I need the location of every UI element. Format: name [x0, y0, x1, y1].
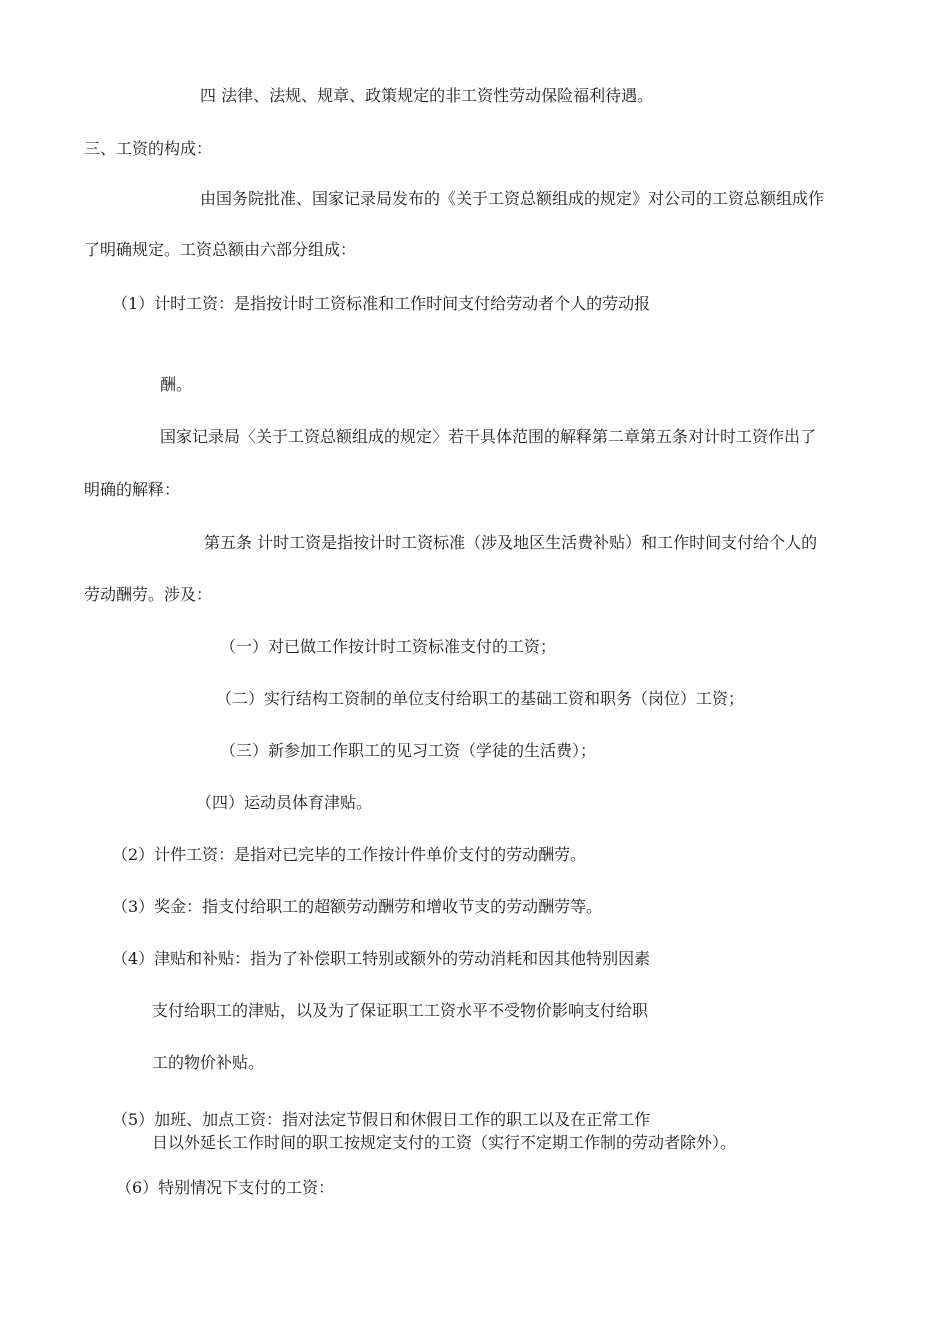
paragraph-interpretation-line-2: 明确的解释：: [84, 480, 181, 499]
item-overtime-line-2: 日以外延长工作时间的职工按规定支付的工资（实行不定期工作制的劳动者除外）。: [152, 1133, 737, 1152]
article-five-line-2: 劳动酬劳。涉及：: [84, 585, 213, 604]
paragraph-interpretation-line-1: 国家记录局〈关于工资总额组成的规定〉若干具体范围的解释第二章第五条对计时工资作出了: [160, 427, 817, 446]
paragraph-intro-line-2: 了明确规定。工资总额由六部分组成：: [84, 240, 357, 259]
article-five-line-1: 第五条 计时工资是指按计时工资标准（涉及地区生活费补贴）和工作时间支付给个人的: [204, 533, 818, 552]
item-time-wage-continued: 酬。: [160, 375, 193, 394]
sub-item-three: （三）新参加工作职工的见习工资（学徒的生活费）；: [220, 741, 597, 760]
sub-item-two: （二）实行结构工资制的单位支付给职工的基础工资和职务（岗位）工资；: [216, 689, 745, 708]
sub-item-one: （一）对已做工作按计时工资标准支付的工资；: [220, 637, 557, 656]
item-allowance-line-1: （4）津贴和补贴：指为了补偿职工特别或额外的劳动消耗和因其他特别因素: [112, 949, 651, 968]
paragraph-intro-line-1: 由国务院批准、国家记录局发布的《关于工资总额组成的规定》对公司的工资总额组成作: [200, 189, 825, 208]
item-special-wage: （6）特别情况下支付的工资：: [116, 1178, 335, 1197]
item-allowance-line-3: 工的物价补贴。: [152, 1053, 265, 1072]
item-piece-wage: （2）计件工资：是指对已完毕的工作按计件单价支付的劳动酬劳。: [112, 845, 587, 864]
section-heading-wage-composition: 三、工资的构成：: [84, 139, 213, 158]
item-bonus: （3）奖金：指支付给职工的超额劳动酬劳和增收节支的劳动酬劳等。: [112, 897, 603, 916]
item-allowance-line-2: 支付给职工的津贴，以及为了保证职工工资水平不受物价影响支付给职: [152, 1001, 649, 1020]
list-item-welfare-benefits: 四 法律、法规、规章、政策规定的非工资性劳动保险福利待遇。: [200, 86, 654, 105]
item-overtime-line-1: （5）加班、加点工资：指对法定节假日和休假日工作的职工以及在正常工作: [112, 1110, 651, 1129]
item-time-wage: （1）计时工资：是指按计时工资标准和工作时间支付给劳动者个人的劳动报: [112, 294, 651, 313]
sub-item-four: （四）运动员体育津贴。: [196, 793, 373, 812]
